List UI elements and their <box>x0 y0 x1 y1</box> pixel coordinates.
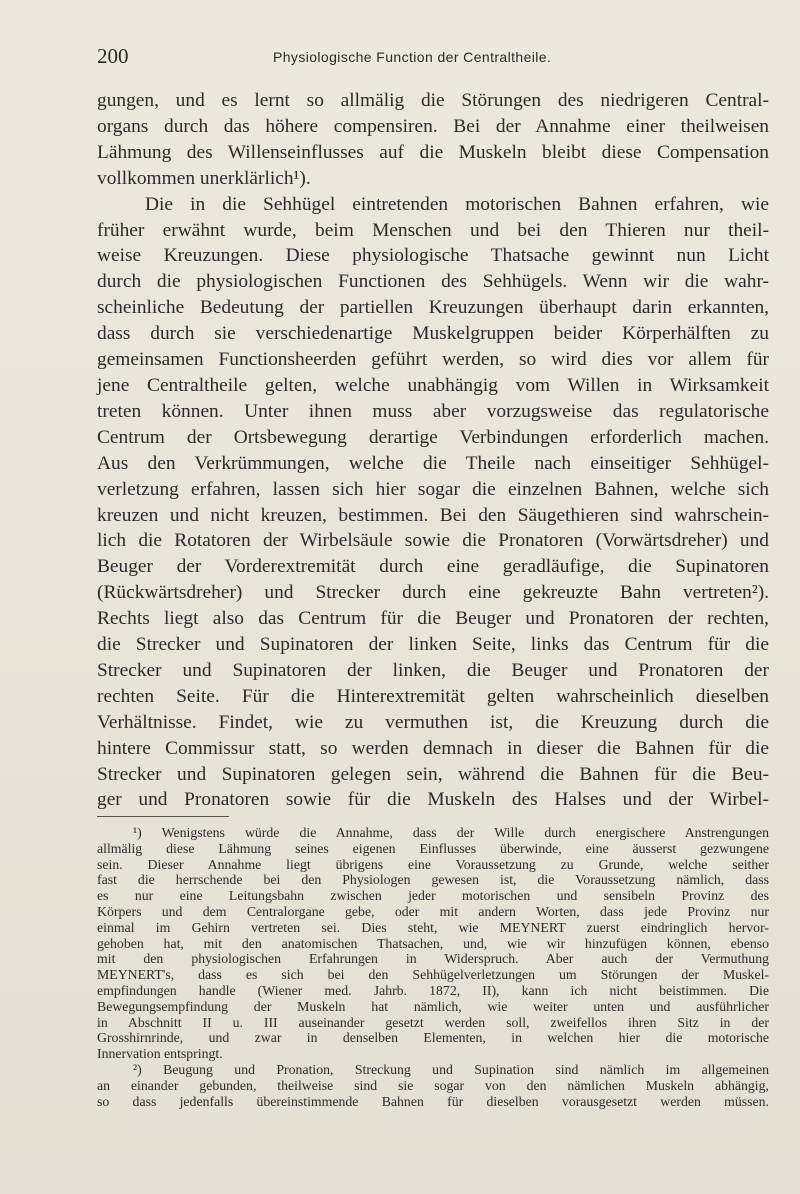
footnote-line: ¹) Wenigstens würde die Annahme, dass der Wille durch energischere Anstrengungen <box>133 825 769 840</box>
footnote-line: an einander gebunden, theilweise sind sie sogar von den nämlichen Muskeln abhängig, <box>97 1077 769 1093</box>
text-line: scheinliche Bedeutung der partiellen Kreuzungen überhaupt darin erkannten, <box>97 297 769 319</box>
footnote-line: empfindungen handle (Wiener med. Jahrb. 1872, II), kann ich nicht beistimmen. Die <box>97 982 769 998</box>
text-line: kreuzen und nicht kreuzen, bestimmen. Bei den Säugethieren sind wahrschein- <box>97 504 769 526</box>
footnote-line: in Abschnitt II u. III auseinander gesetzt werden soll, zweifellos ihren Sitz in der <box>97 1014 769 1030</box>
footnote-line: Körpers und dem Centralorgane gebe, oder mit andern Worten, dass jede Provinz nur <box>97 903 769 919</box>
main-text <box>97 88 769 813</box>
footnote-line: gehoben hat, mit den anatomischen Thatsachen, und, wie wir hinzufügen können, ebenso <box>97 935 769 951</box>
text-line: treten können. Unter ihnen muss aber vorzugsweise das regulatorische <box>97 400 769 422</box>
footnote-line: einmal im Gehirn vertreten sei. Dies steht, wie MEYNERT zuerst eindringlich hervor- <box>97 919 769 935</box>
footnote-line: ²) Beugung und Pronation, Streckung und Supination sind nämlich im allgemeinen <box>133 1061 769 1077</box>
text-line: weise Kreuzungen. Diese physiologische Thatsache gewinnt nun Licht <box>97 245 769 267</box>
footnote-line: Innervation entspringt. <box>97 1046 223 1062</box>
text-line: gemeinsamen Functionsheerden geführt werden, so wird dies vor allem für <box>97 349 769 371</box>
text-line: hintere Commissur statt, so werden demnach in dieser die Bahnen für die <box>97 737 769 759</box>
footnote-line: Bewegungsempfindung der Muskeln hat nämlich, wie weiter unten und ausführlicher <box>97 998 769 1014</box>
text-line: rechten Seite. Für die Hinterextremität gelten wahrscheinlich dieselben <box>97 685 769 707</box>
text-line: Strecker und Supinatoren gelegen sein, während die Bahnen für die Beu- <box>97 763 769 785</box>
text-line: jene Centraltheile gelten, welche unabhängig vom Willen in Wirksamkeit <box>97 374 769 396</box>
footnote-line: mit den physiologischen Erfahrungen in Widerspruch. Aber auch der Vermuthung <box>97 951 769 967</box>
text-line: (Rückwärtsdreher) und Strecker durch eine gekreuzte Bahn vertreten²). <box>97 582 769 604</box>
text-line: durch die physiologischen Functionen des Sehhügels. Wenn wir die wahr- <box>97 271 769 293</box>
text-line: lich die Rotatoren der Wirbelsäule sowie die Pronatoren (Vorwärtsdreher) und <box>97 530 769 552</box>
text-line: früher erwähnt wurde, beim Menschen und bei den Thieren nur theil- <box>97 219 769 241</box>
running-title: Physiologische Function der Centraltheile. <box>273 49 552 65</box>
text-line: Strecker und Supinatoren der linken, die Beuger und Pronatoren der <box>97 659 769 681</box>
text-line: Centrum der Ortsbewegung derartige Verbindungen erforderlich machen. <box>97 426 769 448</box>
text-line: Aus den Verkrümmungen, welche die Theile nach einseitiger Sehhügel- <box>97 452 769 474</box>
text-line: Lähmung des Willenseinflusses auf die Muskeln bleibt diese Compensation <box>97 141 769 163</box>
footnote-line: es nur eine Leitungsbahn zwischen jeder motorischen und sensibeln Provinz des <box>97 888 769 904</box>
footnote-line: Grosshirnrinde, und zwar in denselben Elementen, in welchen hier die motorische <box>97 1030 769 1046</box>
text-line: ger und Pronatoren sowie für die Muskeln des Halses und der Wirbel- <box>97 789 769 811</box>
footnote-line: sein. Dieser Annahme liegt übrigens eine Voraussetzung zu Grunde, welche seither <box>97 856 769 872</box>
text-line: Beuger der Vorderextremität durch eine geradläufige, die Supinatoren <box>97 556 769 578</box>
footnote-line: MEYNERT's, dass es sich bei den Sehhügelverletzungen um Störungen der Muskel- <box>97 967 769 983</box>
page-number: 200 <box>97 44 129 68</box>
text-line: Die in die Sehhügel eintretenden motorischen Bahnen erfahren, wie <box>145 193 769 215</box>
footnote-line: so dass jedenfalls übereinstimmende Bahnen für dieselben vorausgesetzt werden müssen. <box>97 1093 769 1109</box>
text-line: organs durch das höhere compensiren. Bei der Annahme einer theilweisen <box>97 115 769 137</box>
footnote-line: allmälig diese Lähmung seines eigenen Einflusses überwinde, eine äusserst gezwungene <box>97 840 769 856</box>
footnote-line: fast die herrschende bei den Physiologen gewesen ist, die Voraussetzung nämlich, dass <box>97 872 769 888</box>
text-line: vollkommen unerklärlich¹). <box>97 167 311 189</box>
footnotes <box>97 825 769 1109</box>
footnote-divider <box>97 816 229 817</box>
text-line: gungen, und es lernt so allmälig die Störungen des niedrigeren Central- <box>97 90 769 111</box>
text-line: verletzung erfahren, lassen sich hier sogar die einzelnen Bahnen, welche sich <box>97 478 769 500</box>
page-header <box>97 44 769 74</box>
text-line: dass durch sie verschiedenartige Muskelgruppen beider Körperhälften zu <box>97 323 769 345</box>
text-line: Rechts liegt also das Centrum für die Beuger und Pronatoren der rechten, <box>97 608 769 630</box>
text-line: die Strecker und Supinatoren der linken Seite, links das Centrum für die <box>97 634 769 656</box>
text-line: Verhältnisse. Findet, wie zu vermuthen ist, die Kreuzung durch die <box>97 711 769 733</box>
